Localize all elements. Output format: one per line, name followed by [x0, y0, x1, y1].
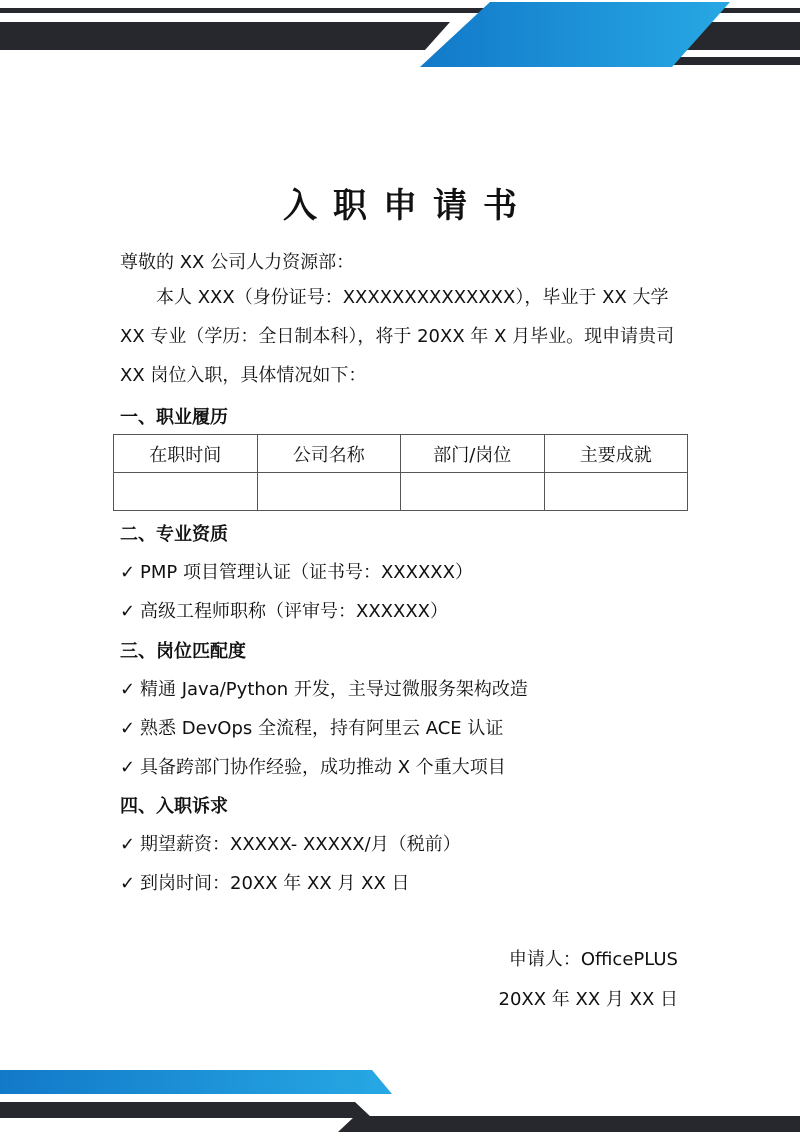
check-mark-icon: ✓ — [120, 757, 136, 778]
table-cell — [114, 473, 258, 511]
table-cell — [544, 473, 688, 511]
check-mark-icon: ✓ — [120, 679, 136, 700]
list-item-text: 到岗时间：20XX 年 XX 月 XX 日 — [140, 873, 410, 894]
applicant-signature: 申请人：OfficePLUS — [508, 949, 678, 970]
table-row — [114, 473, 688, 511]
section-heading-qualifications: 二、专业资质 — [120, 524, 228, 545]
table-cell — [401, 473, 545, 511]
section-heading-requests: 四、入职诉求 — [120, 796, 228, 817]
list-item-text: 具备跨部门协作经验，成功推动 X 个重大项目 — [140, 757, 506, 778]
list-item — [120, 830, 461, 856]
list-item — [120, 597, 448, 623]
list-item — [120, 675, 528, 701]
check-mark-icon: ✓ — [120, 562, 136, 583]
list-item — [120, 753, 506, 779]
section-heading-career: 一、职业履历 — [120, 407, 228, 428]
signature-date: 20XX 年 XX 月 XX 日 — [498, 989, 678, 1010]
check-mark-icon: ✓ — [120, 601, 136, 622]
salutation: 尊敬的 XX 公司人力资源部： — [120, 252, 355, 273]
list-item — [120, 714, 503, 740]
table-header-cell: 在职时间 — [114, 435, 258, 473]
list-item-text: PMP 项目管理认证（证书号：XXXXXX） — [140, 562, 473, 583]
list-item-text: 精通 Java/Python 开发，主导过微服务架构改造 — [140, 679, 528, 700]
check-mark-icon: ✓ — [120, 834, 136, 855]
career-table — [113, 434, 688, 511]
list-item-text: 期望薪资：XXXXX- XXXXX/月（税前） — [140, 834, 461, 855]
document-title: 入职申请书 — [283, 186, 533, 226]
table-header-cell: 公司名称 — [257, 435, 401, 473]
list-item-text: 高级工程师职称（评审号：XXXXXX） — [140, 601, 448, 622]
table-header-cell: 主要成就 — [544, 435, 688, 473]
table-cell — [257, 473, 401, 511]
list-item — [120, 558, 473, 584]
check-mark-icon: ✓ — [120, 873, 136, 894]
footer-decoration — [0, 1052, 800, 1132]
section-heading-job-match: 三、岗位匹配度 — [120, 641, 246, 662]
table-header-row — [114, 435, 688, 473]
header-decoration — [0, 0, 800, 80]
list-item — [120, 869, 410, 895]
check-mark-icon: ✓ — [120, 718, 136, 739]
intro-paragraph: 本人 XXX（身份证号：XXXXXXXXXXXXXX），毕业于 XX 大学 XX 专业（学历：全日制本科），将于 20XX 年 X 月毕业。现申请贵司 XX 岗位入职，具体情况如下： — [120, 287, 675, 386]
table-header-cell: 部门/岗位 — [401, 435, 545, 473]
list-item-text: 熟悉 DevOps 全流程，持有阿里云 ACE 认证 — [140, 718, 504, 739]
